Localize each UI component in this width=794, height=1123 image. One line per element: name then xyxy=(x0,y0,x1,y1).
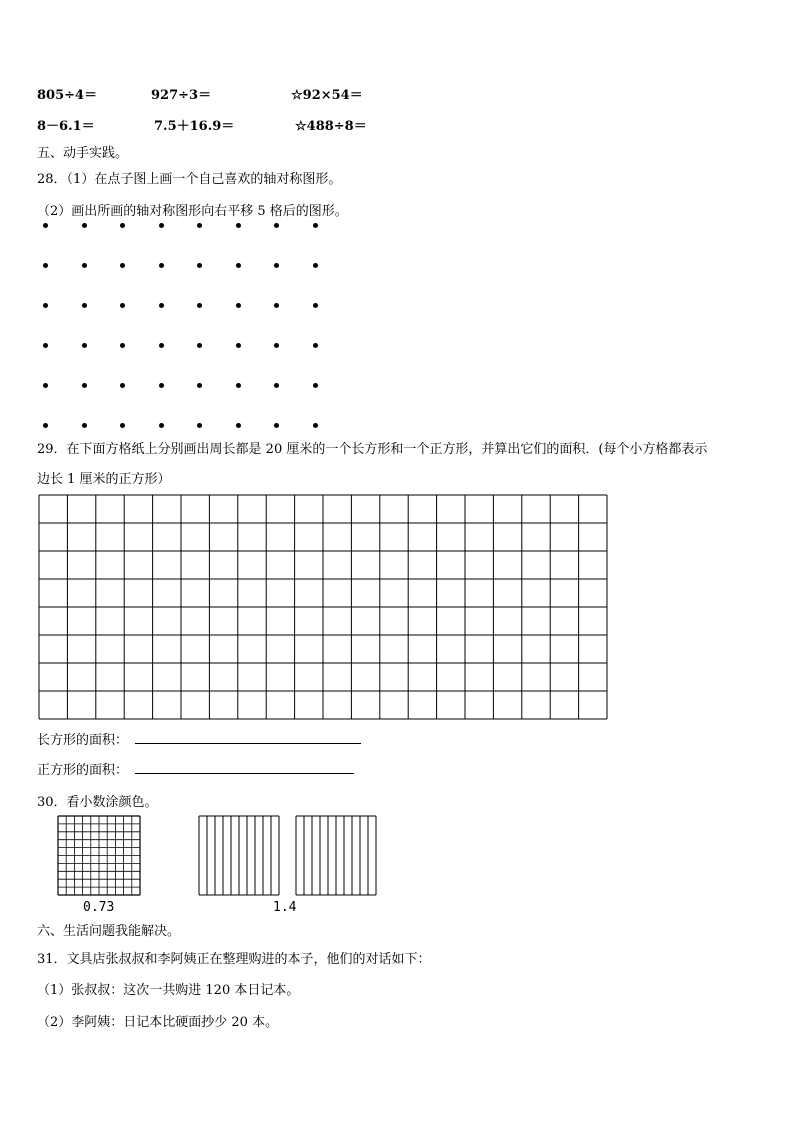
grid-dot[interactable] xyxy=(197,223,202,228)
grid-dot[interactable] xyxy=(236,383,241,388)
q29-line2: 边长 1 厘米的正方形） xyxy=(37,472,171,487)
rect-area-label: 长方形的面积： xyxy=(37,733,129,748)
rect-area-answer-line[interactable] xyxy=(135,743,361,744)
grid-dot[interactable] xyxy=(197,263,202,268)
grid-dot[interactable] xyxy=(197,303,202,308)
grid-dot[interactable] xyxy=(274,383,279,388)
grid-dot[interactable] xyxy=(120,383,125,388)
fig1-label: 0.73 xyxy=(83,900,115,915)
grid-dot[interactable] xyxy=(197,423,202,428)
grid-dot[interactable] xyxy=(236,343,241,348)
grid-dot[interactable] xyxy=(82,223,87,228)
q28-part1: 28．（1）在点子图上画一个自己喜欢的轴对称图形。 xyxy=(37,172,342,187)
grid-dot[interactable] xyxy=(120,423,125,428)
grid-dot[interactable] xyxy=(159,263,164,268)
grid-dot[interactable] xyxy=(197,343,202,348)
square-grid-paper[interactable] xyxy=(38,494,608,720)
calc-488-div-8: ☆488÷8＝ xyxy=(295,119,367,134)
grid-dot[interactable] xyxy=(159,303,164,308)
grid-dot[interactable] xyxy=(159,423,164,428)
fig2-label: 1.4 xyxy=(273,900,297,915)
grid-dot[interactable] xyxy=(82,343,87,348)
grid-dot[interactable] xyxy=(43,343,48,348)
square-area-label: 正方形的面积： xyxy=(37,763,129,778)
calc-8-minus-6-1: 8－6.1＝ xyxy=(37,119,95,134)
calc-805-div-4: 805÷4＝ xyxy=(37,88,98,103)
grid-dot[interactable] xyxy=(236,303,241,308)
section-6-title: 六、生活问题我能解决。 xyxy=(37,924,181,939)
grid-dot[interactable] xyxy=(313,223,318,228)
tenth-strips-figure-2[interactable] xyxy=(295,815,377,896)
grid-dot[interactable] xyxy=(120,223,125,228)
calc-927-div-3: 927÷3＝ xyxy=(151,88,212,103)
section-5-title: 五、动手实践。 xyxy=(37,146,129,161)
grid-dot[interactable] xyxy=(274,303,279,308)
q28-part2: （2）画出所画的轴对称图形向右平移 5 格后的图形。 xyxy=(37,204,348,219)
grid-dot[interactable] xyxy=(236,423,241,428)
grid-dot[interactable] xyxy=(313,303,318,308)
grid-dot[interactable] xyxy=(313,263,318,268)
square-area-answer-line[interactable] xyxy=(135,773,354,774)
dot-grid[interactable] xyxy=(40,220,330,430)
grid-dot[interactable] xyxy=(82,303,87,308)
grid-dot[interactable] xyxy=(43,423,48,428)
grid-dot[interactable] xyxy=(274,343,279,348)
grid-dot[interactable] xyxy=(159,223,164,228)
grid-dot[interactable] xyxy=(43,303,48,308)
grid-dot[interactable] xyxy=(236,223,241,228)
grid-dot[interactable] xyxy=(313,343,318,348)
tenth-strips-figure-1[interactable] xyxy=(198,815,280,896)
calc-92-times-54: ☆92×54＝ xyxy=(291,88,363,103)
q29-line1: 29．在下面方格纸上分别画出周长都是 20 厘米的一个长方形和一个正方形，并算出它们的面积．(每个小方格都表示 xyxy=(37,442,708,457)
grid-dot[interactable] xyxy=(82,423,87,428)
grid-dot[interactable] xyxy=(313,383,318,388)
grid-dot[interactable] xyxy=(313,423,318,428)
q31-intro: 31．文具店张叔叔和李阿姨正在整理购进的本子，他们的对话如下： xyxy=(37,952,431,967)
grid-dot[interactable] xyxy=(43,263,48,268)
grid-dot[interactable] xyxy=(236,263,241,268)
grid-dot[interactable] xyxy=(197,383,202,388)
grid-dot[interactable] xyxy=(43,383,48,388)
grid-dot[interactable] xyxy=(274,423,279,428)
q30-title: 30．看小数涂颜色。 xyxy=(37,795,158,810)
q31-dialog-2: （2）李阿姨：日记本比硬面抄少 20 本。 xyxy=(37,1015,279,1030)
grid-dot[interactable] xyxy=(274,263,279,268)
q31-dialog-1: （1）张叔叔：这次一共购进 120 本日记本。 xyxy=(37,983,300,998)
hundred-grid-figure[interactable] xyxy=(57,815,141,896)
grid-dot[interactable] xyxy=(159,383,164,388)
grid-dot[interactable] xyxy=(274,223,279,228)
grid-dot[interactable] xyxy=(82,263,87,268)
grid-dot[interactable] xyxy=(43,223,48,228)
grid-dot[interactable] xyxy=(120,263,125,268)
grid-dot[interactable] xyxy=(120,343,125,348)
calc-7-5-plus-16-9: 7.5＋16.9＝ xyxy=(154,119,235,134)
grid-dot[interactable] xyxy=(82,383,87,388)
grid-dot[interactable] xyxy=(159,343,164,348)
grid-dot[interactable] xyxy=(120,303,125,308)
